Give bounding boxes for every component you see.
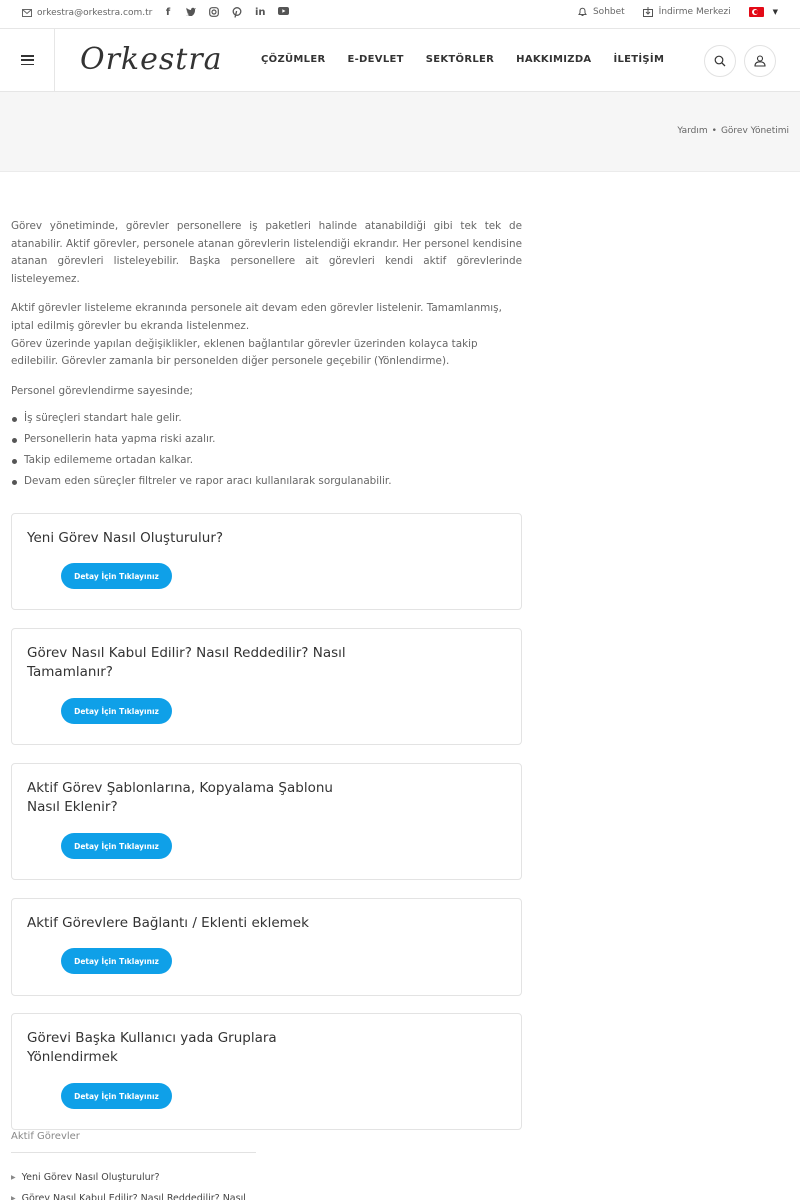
sidebar-divider [11,1152,256,1153]
card-title: Görev Nasıl Kabul Edilir? Nasıl Reddedilir? Nasıl Tamamlanır? [27,645,346,680]
facebook-icon[interactable]: f [165,7,171,18]
page-banner [0,92,800,172]
nav-item-iletisim[interactable]: İLETİŞİM [613,54,665,65]
detail-button[interactable]: Detay İçin Tıklayınız [61,948,172,974]
twitter-icon[interactable] [186,7,196,19]
card-title: Aktif Görevlere Bağlantı / Eklenti eklemek [27,915,309,931]
menu-toggle-button[interactable] [0,29,55,91]
caret-right-icon: ▶ [11,1174,16,1181]
help-card [11,1013,522,1130]
list-item: Takip edilememe ortadan kalkar. [11,452,522,473]
article-body [11,218,522,494]
main-header [0,29,800,92]
card-title: Aktif Görev Şablonlarına, Kopyalama Şablonu Nasıl Eklenir? [27,780,333,815]
download-center-label: İndirme Merkezi [658,7,731,17]
download-center-link[interactable] [643,7,731,17]
caret-right-icon: ▶ [11,1195,16,1200]
nav-item-hakkimizda[interactable]: HAKKIMIZDA [516,54,592,65]
search-button[interactable] [704,45,736,77]
tr-flag-icon [749,7,764,17]
breadcrumb-separator: • [711,126,717,136]
social-links [163,7,288,19]
sidebar-item[interactable] [11,1172,160,1183]
sidebar-heading: Aktif Görevler [11,1131,80,1142]
chat-label: Sohbet [592,7,625,17]
download-icon [643,7,653,17]
nav-item-e-devlet[interactable]: E-DEVLET [347,54,404,65]
list-item: Personellerin hata yapma riski azalır. [11,431,522,452]
search-icon [714,55,726,67]
email-text: orkestra@orkestra.com.tr [37,8,153,18]
top-bar [0,0,800,29]
benefits-intro: Personel görevlendirme sayesinde; [11,384,193,397]
chat-link[interactable] [578,7,625,17]
pinterest-icon[interactable] [232,7,242,19]
youtube-icon[interactable] [278,7,288,19]
breadcrumb-item-yardim[interactable]: Yardım [677,126,708,136]
linkedin-icon[interactable]: in [255,7,266,18]
caret-down-icon: ▼ [772,8,778,16]
site-logo[interactable]: Orkestra [80,42,223,77]
breadcrumb-item-current: Görev Yönetimi [720,126,789,136]
envelope-icon [22,9,32,17]
card-title: Görevi Başka Kullanıcı yada Gruplara Yönlendirmek [27,1030,277,1065]
card-title: Yeni Görev Nasıl Oluşturulur? [27,530,224,546]
breadcrumb [677,126,789,136]
bell-icon [578,7,587,17]
detail-button[interactable]: Detay İçin Tıklayınız [61,1083,172,1109]
help-card [11,513,522,610]
sidebar-item-label: Yeni Görev Nasıl Oluşturulur? [21,1172,160,1183]
active-tasks-text-2: Görev üzerinde yapılan değişiklikler, eklenen bağlantılar görevler üzerinden kolayca takip edilebilir. Görevler zamanla bir personelden diğer personele geçebilir (Yönlendirme). [11,337,478,368]
help-card [11,628,522,745]
user-icon [754,55,766,67]
detail-button[interactable]: Detay İçin Tıklayınız [61,563,172,589]
nav-item-sektorler[interactable]: SEKTÖRLER [425,54,495,65]
intro-paragraph: Görev yönetiminde, görevler personellere iş paketleri halinde atanabildiği gibi tek tek de atanabilir. Aktif görevler, personele atanan görevlerin listelendiği ekrandır. Her personel kendisine atanan görevleri listeleyebilir. Başka personellere ait görevleri kendi aktif görevlerinde listeleyemez. [11,220,522,285]
benefits-list [11,410,522,493]
sidebar-item-label: Görev Nasıl Kabul Edilir? Nasıl Reddedilir? Nasıl [21,1193,246,1200]
hamburger-icon [21,55,34,65]
nav-item-cozumler[interactable]: ÇÖZÜMLER [261,54,326,65]
active-tasks-paragraph [11,300,522,370]
detail-button[interactable]: Detay İçin Tıklayınız [61,833,172,859]
help-card [11,763,522,880]
user-account-button[interactable] [744,45,776,77]
sidebar-item[interactable] [11,1193,246,1200]
detail-button[interactable]: Detay İçin Tıklayınız [61,698,172,724]
language-selector[interactable] [749,7,778,17]
instagram-icon[interactable] [209,7,219,19]
list-item: İş süreçleri standart hale gelir. [11,410,522,431]
email-link[interactable] [22,8,152,18]
help-card [11,898,522,996]
main-nav [261,54,664,65]
list-item: Devam eden süreçler filtreler ve rapor aracı kullanılarak sorgulanabilir. [11,473,522,494]
active-tasks-text-1: Aktif görevler listeleme ekranında personele ait devam eden görevler listelenir. Tamamlanmış, iptal edilmiş görevler bu ekranda listelenmez. [11,302,502,332]
